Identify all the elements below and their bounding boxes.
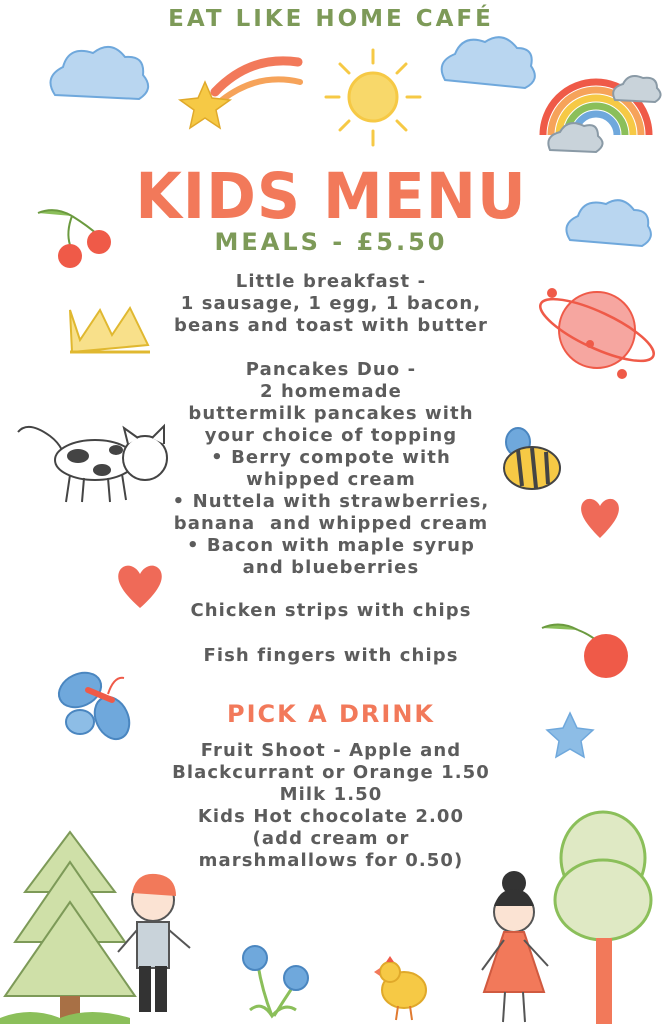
- menu-line: banana and whipped cream: [173, 513, 489, 534]
- cafe-name: EAT LIKE HOME CAFÉ: [168, 6, 494, 32]
- menu-line: Pancakes Duo -: [245, 359, 417, 380]
- drinks-list: [0, 740, 662, 872]
- menu-item-little-breakfast: [0, 271, 662, 337]
- meals-price-heading: MEALS - £5.50: [214, 228, 448, 256]
- drinks-heading: PICK A DRINK: [226, 700, 436, 728]
- menu-line: 2 homemade: [260, 381, 402, 402]
- drink-line: (add cream or: [252, 828, 410, 849]
- drink-line: Milk 1.50: [279, 784, 383, 805]
- drink-line: marshmallows for 0.50): [198, 850, 464, 871]
- menu-line: • Bacon with maple syrup: [186, 535, 476, 556]
- menu-line: • Berry compote with: [211, 447, 451, 468]
- menu-item-chicken-strips: Chicken strips with chips: [190, 600, 472, 621]
- chick-icon: [374, 956, 426, 1020]
- menu-line: beans and toast with butter: [173, 315, 489, 336]
- shooting-star-icon: [180, 61, 300, 128]
- girl-icon: [482, 871, 548, 1022]
- menu-item-fish-fingers: Fish fingers with chips: [203, 645, 459, 666]
- menu-line: your choice of topping: [204, 425, 458, 446]
- cloud-icon: [51, 47, 149, 99]
- cloud-icon: [442, 37, 535, 88]
- menu-line: • Nuttela with strawberries,: [172, 491, 490, 512]
- drink-line: Blackcurrant or Orange 1.50: [172, 762, 490, 783]
- rainbow-icon: [543, 76, 661, 152]
- menu-line: 1 sausage, 1 egg, 1 bacon,: [180, 293, 482, 314]
- menu-line: Little breakfast -: [235, 271, 427, 292]
- menu-item-pancakes-duo: [0, 359, 662, 579]
- sun-icon: [326, 50, 420, 145]
- menu-line: whipped cream: [246, 469, 416, 490]
- page-title: KIDS MENU: [135, 160, 527, 234]
- menu-line: and blueberries: [242, 557, 420, 578]
- flower-icon: [243, 946, 308, 1016]
- drink-line: Fruit Shoot - Apple and: [200, 740, 462, 761]
- menu-line: buttermilk pancakes with: [188, 403, 474, 424]
- drink-line: Kids Hot chocolate 2.00: [197, 806, 465, 827]
